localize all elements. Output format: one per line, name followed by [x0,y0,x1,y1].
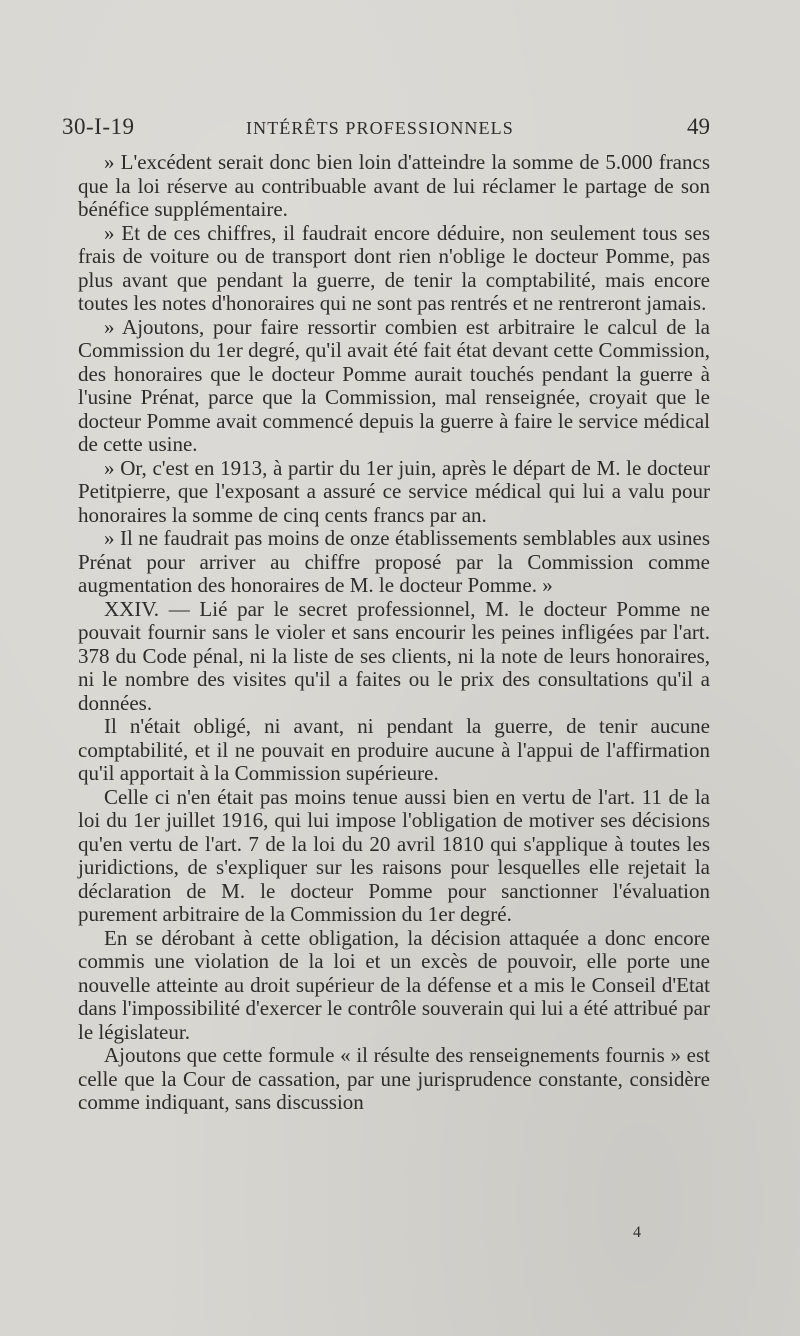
paragraph: » Or, c'est en 1913, à partir du 1er juin, après le départ de M. le docteur Petitpierre, que l'exposant a assuré ce service médical qui lui a valu pour honoraires la somme de cinq cents francs par an. [78,455,710,527]
paragraph: En se dérobant à cette obligation, la décision attaquée a donc encore commis une violation de la loi et un excès de pouvoir, elle porte une nouvelle atteinte au droit supérieur de la défense et a mis le Conseil d'Etat dans l'impossibilité d'exercer le contrôle souverain qui lui a été attribué par le législateur. [78,925,710,1044]
paragraph: Ajoutons que cette formule « il résulte des renseignements fournis » est celle que la Cour de cassation, par une jurisprudence constante, considère comme indiquant, sans discussion [78,1043,710,1114]
header-title: INTÉRÊTS PROFESSIONNELS [246,118,514,138]
paragraph: » Et de ces chiffres, il faudrait encore déduire, non seulement tous ses frais de voiture ou de transport dont rien n'oblige le docteur Pomme, pas plus avant que pendant la guerre, de tenir la comptabilité, mais encore toutes les notes d'honoraires qui ne sont pas rentrés et ne rentreront jamais. [78,220,710,315]
paragraph: XXIV. — Lié par le secret professionnel, M. le docteur Pomme ne pouvait fournir sans le violer et sans encourir les peines infligées par l'art. 378 du Code pénal, ni la liste de ses clients, ni la note de leurs honoraires, ni le nombre des visites qu'il a faites ou le prix des consultations qu'il a données. [78,596,710,715]
paragraph: » L'excédent serait donc bien loin d'atteindre la somme de 5.000 francs que la loi réserve au contribuable avant de lui réclamer le partage de son bénéfice supplémentaire. [78,150,710,221]
header-page-number: 49 [687,114,710,139]
paragraph: Celle ci n'en était pas moins tenue aussi bien en vertu de l'art. 11 de la loi du 1er juillet 1916, qui lui impose l'obligation de motiver ses décisions qu'en vertu de l'art. 7 de la loi du 20 avril 1810 qui s'applique à toutes les juridictions, de s'expliquer sur les raisons pour lesquelles elle rejetait la déclaration de M. le docteur Pomme pour sanctionner l'évaluation purement arbitraire de la Commission du 1er degré. [78,784,710,926]
paragraph: » Ajoutons, pour faire ressortir combien est arbitraire le calcul de la Commission du 1er degré, qu'il avait été fait état devant cette Commission, des honoraires que le docteur Pomme aurait touchés pendant la guerre à l'usine Prénat, parce que la Commission, mal renseignée, croyait que le docteur Pomme avait commencé depuis la guerre à faire le service médical de cette usine. [78,314,710,456]
paragraph: » Il ne faudrait pas moins de onze établissements semblables aux usines Prénat pour arriver au chiffre proposé par la Commission comme augmentation des honoraires de M. le docteur Pomme. » [78,526,710,597]
paragraph: Il n'était obligé, ni avant, ni pendant la guerre, de tenir aucune comptabilité, et il ne pouvait en produire aucune à l'appui de l'affirmation qu'il apportait à la Commission supérieure. [78,714,710,785]
body-text [78,151,710,1115]
signature-mark: 4 [633,1224,641,1241]
header-date: 30-I-19 [62,114,135,139]
running-header [62,114,710,144]
